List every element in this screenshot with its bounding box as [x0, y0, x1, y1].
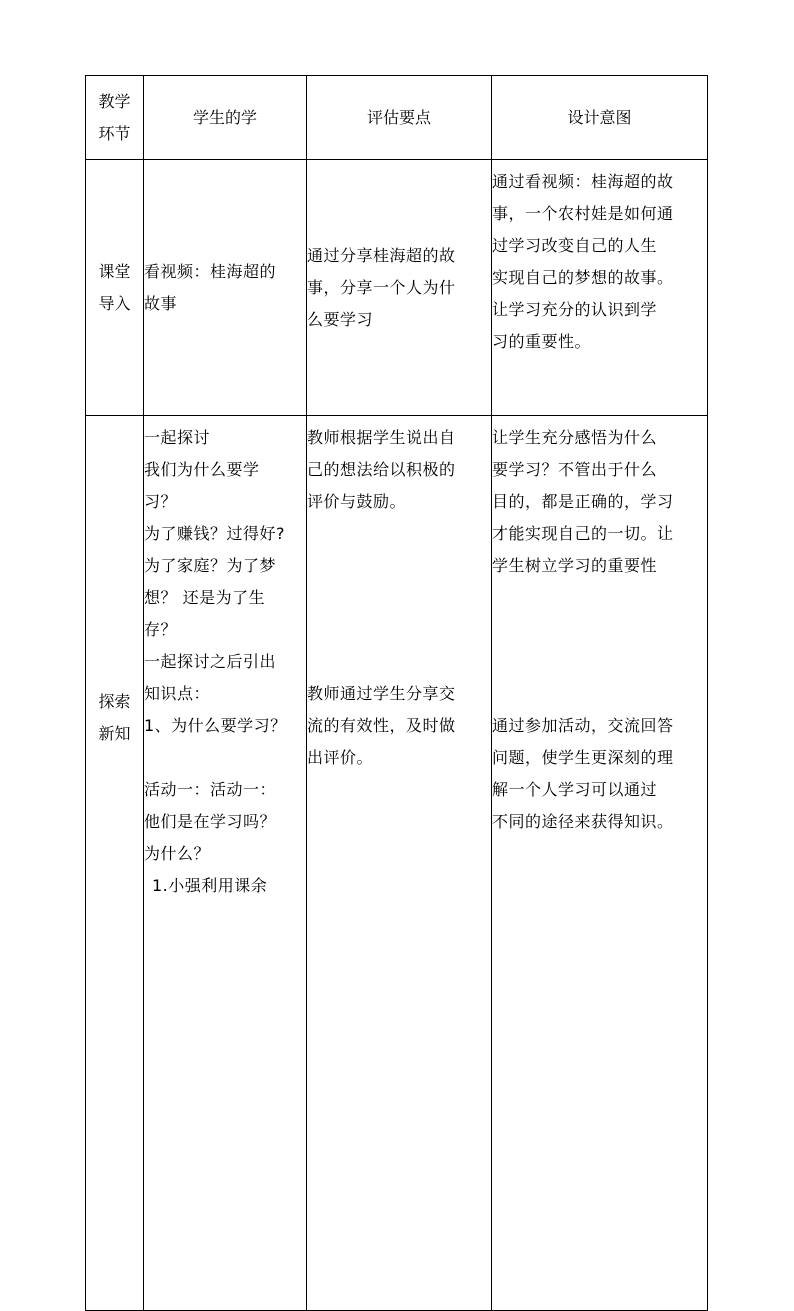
header-stage-line: 教学 — [98, 91, 131, 111]
text-line: 习？ — [144, 492, 178, 511]
spacer — [492, 582, 707, 710]
text-line: 存？ — [144, 620, 178, 639]
text-line: 活动一：活动一： — [144, 780, 277, 799]
text-line: 1.小强利用课余 — [152, 876, 268, 895]
text-line: 教师通过学生分享交 — [307, 684, 456, 703]
text-line: 我们为什么要学 — [144, 460, 260, 479]
text-line: 故事 — [144, 293, 178, 313]
text-line: 事，一个农村娃是如何通 — [492, 204, 674, 223]
lesson-plan-table — [85, 75, 708, 1311]
text-line: 目的，都是正确的，学习 — [492, 492, 674, 511]
text-line: 流的有效性，及时做 — [307, 716, 456, 735]
explore-student-cell — [144, 416, 307, 1311]
text-line: 问题，使学生更深刻的理 — [492, 748, 674, 767]
text-line: 1、为什么要学习？ — [144, 716, 287, 735]
text-line: 过学习改变自己的人生 — [492, 236, 658, 255]
text-line: 一起探讨 — [144, 428, 211, 447]
text-line: 一起探讨之后引出 — [144, 652, 277, 671]
text-line: 事，分享一个人为什 — [307, 277, 456, 297]
text-line: 不同的途径来获得知识。 — [492, 812, 674, 831]
text-line: 学生树立学习的重要性 — [492, 556, 658, 575]
text-line: 想？ 还是为了生 — [144, 588, 266, 607]
text-line: 要学习？不管出于什么 — [492, 460, 658, 479]
text-line: 看视频：桂海超的 — [144, 261, 277, 281]
text-line: 教师根据学生说出自 — [307, 428, 456, 447]
text-line: 让学生充分感悟为什么 — [492, 428, 658, 447]
text-line: 习的重要性。 — [492, 332, 592, 351]
stage-explore — [86, 416, 144, 1311]
text-line: 通过参加活动，交流回答 — [492, 716, 674, 735]
text-line: 通过分享桂海超的故 — [307, 245, 456, 265]
text-line: 让学习充分的认识到学 — [492, 300, 658, 319]
stage-line: 探索 — [98, 692, 131, 711]
explore-eval-cell — [307, 416, 492, 1311]
text-line: 为什么？ — [144, 844, 211, 863]
table-row-intro — [86, 160, 708, 416]
text-line: 么要学习 — [307, 309, 374, 329]
text-line: 知识点： — [144, 684, 211, 703]
intro-design-cell — [492, 160, 708, 416]
intro-student-cell — [144, 160, 307, 416]
text-line: 才能实现自己的一切。让 — [492, 524, 674, 543]
text-line: 他们是在学习吗？ — [144, 812, 277, 831]
blank-line — [144, 742, 306, 774]
header-stage — [86, 76, 144, 160]
header-design: 设计意图 — [492, 76, 708, 160]
header-stage-line: 环节 — [98, 123, 131, 143]
text-line: 出评价。 — [307, 748, 374, 767]
text-line: 评价与鼓励。 — [307, 492, 407, 511]
intro-eval-cell — [307, 160, 492, 416]
header-student: 学生的学 — [144, 76, 307, 160]
text-line: 解一个人学习可以通过 — [492, 780, 658, 799]
explore-design-cell — [492, 416, 708, 1311]
text-line: 实现自己的梦想的故事。 — [492, 268, 674, 287]
table-header-row — [86, 76, 708, 160]
table-row-explore — [86, 416, 708, 1311]
text-line: 为了家庭？为了梦 — [144, 556, 277, 575]
stage-line: 新知 — [98, 724, 131, 743]
text-line: 为了赚钱？过得好? — [144, 524, 285, 543]
text-line: 己的想法给以积极的 — [307, 460, 456, 479]
spacer — [307, 518, 491, 678]
stage-line: 课堂 — [98, 261, 131, 281]
text-line: 通过看视频：桂海超的故 — [492, 172, 674, 191]
header-eval: 评估要点 — [307, 76, 492, 160]
stage-line: 导入 — [98, 293, 131, 313]
stage-intro — [86, 160, 144, 416]
